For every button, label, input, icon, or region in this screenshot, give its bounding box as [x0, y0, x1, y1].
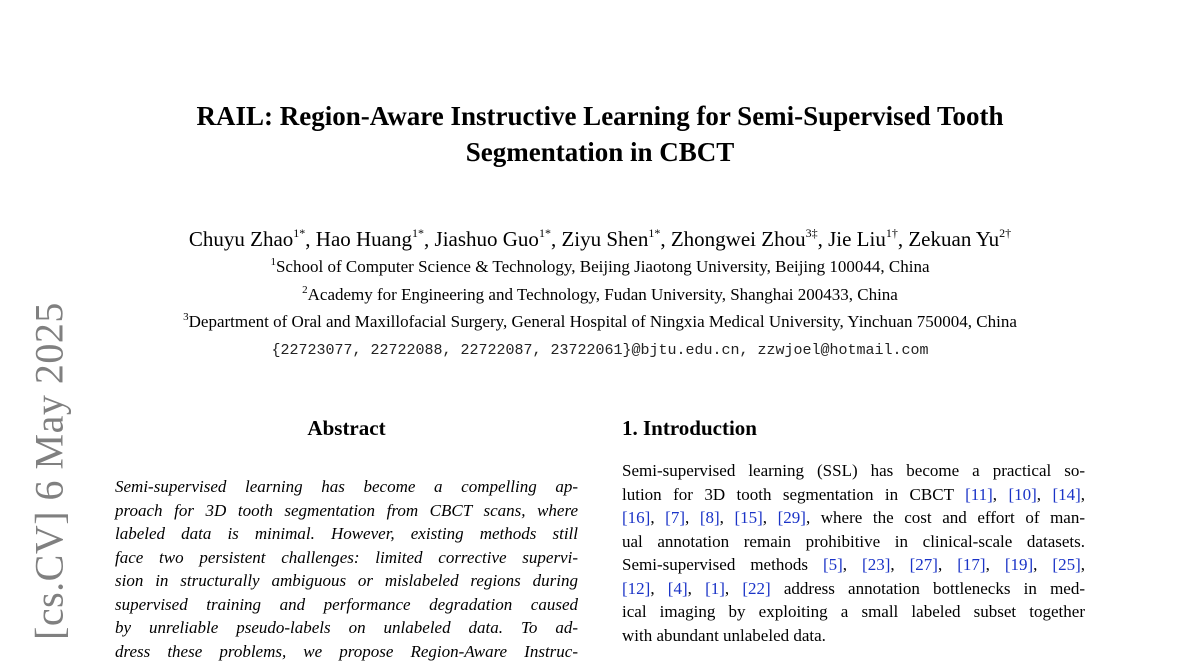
- author-mark: 3‡: [806, 226, 818, 240]
- author-mark: 1*: [293, 226, 305, 240]
- affiliation-number: 1: [270, 256, 276, 268]
- author-mark: 1*: [412, 226, 424, 240]
- author-mark: 2†: [999, 226, 1011, 240]
- introduction-line: [16], [7], [8], [15], [29], where the cost and effort of man-: [622, 506, 1085, 530]
- author-mark: 1*: [539, 226, 551, 240]
- citation-link[interactable]: [27]: [910, 555, 938, 574]
- citation-link[interactable]: [10]: [1008, 485, 1036, 504]
- citation-link[interactable]: [1]: [705, 579, 725, 598]
- arxiv-stamp: [cs.CV] 6 May 2025: [18, 300, 80, 640]
- introduction-line: lution for 3D tooth segmentation in CBCT [11], [10], [14],: [622, 483, 1085, 507]
- citation-link[interactable]: [12]: [622, 579, 650, 598]
- author-mark: 1†: [886, 226, 898, 240]
- author-name: Zhongwei Zhou: [671, 227, 806, 251]
- abstract-line: face two persistent challenges: limited corrective supervi-: [115, 546, 578, 570]
- abstract-line: dress these problems, we propose Region-Aware Instruc-: [115, 640, 578, 663]
- introduction-heading: 1. Introduction: [622, 414, 1085, 442]
- affiliation-number: 2: [302, 284, 308, 296]
- affiliation-text: School of Computer Science & Technology, Beijing Jiaotong University, Beijing 100044, China: [276, 257, 930, 276]
- abstract-heading: Abstract: [115, 414, 578, 442]
- author-name: Jiashuo Guo: [435, 227, 539, 251]
- citation-link[interactable]: [25]: [1052, 555, 1080, 574]
- affiliation-1: [60, 256, 1140, 278]
- citation-link[interactable]: [11]: [965, 485, 993, 504]
- citation-link[interactable]: [15]: [734, 508, 762, 527]
- author: [561, 227, 660, 251]
- citation-link[interactable]: [19]: [1005, 555, 1033, 574]
- author: [189, 227, 305, 251]
- abstract-line: sion in structurally ambiguous or mislabeled regions during: [115, 569, 578, 593]
- affiliation-3: [60, 311, 1140, 333]
- introduction-line: [12], [4], [1], [22] address annotation bottlenecks in med-: [622, 577, 1085, 601]
- email-addresses: {22723077, 22722088, 22722087, 23722061}@bjtu.edu.cn, zzwjoel@hotmail.com: [60, 340, 1140, 362]
- introduction-line: ical imaging by exploiting a small labeled subset together: [622, 600, 1085, 624]
- affiliation-number: 3: [183, 311, 189, 323]
- citation-link[interactable]: [29]: [778, 508, 806, 527]
- author-name: Chuyu Zhao: [189, 227, 293, 251]
- title-line-2: Segmentation in CBCT: [100, 134, 1100, 170]
- author-mark: 1*: [648, 226, 660, 240]
- affiliation-2: [60, 284, 1140, 306]
- title-line-1: RAIL: Region-Aware Instructive Learning for Semi-Supervised Tooth: [100, 98, 1100, 134]
- citation-link[interactable]: [17]: [957, 555, 985, 574]
- citation-link[interactable]: [4]: [668, 579, 688, 598]
- citation-link[interactable]: [16]: [622, 508, 650, 527]
- author: [316, 227, 424, 251]
- introduction-line: ual annotation remain prohibitive in clinical-scale datasets.: [622, 530, 1085, 554]
- author-name: Ziyu Shen: [561, 227, 648, 251]
- author: [435, 227, 551, 251]
- introduction-body: [622, 459, 1085, 647]
- abstract-line: Semi-supervised learning has become a compelling ap-: [115, 475, 578, 499]
- author: [908, 227, 1011, 251]
- author-name: Jie Liu: [828, 227, 886, 251]
- affiliation-text: Academy for Engineering and Technology, Fudan University, Shanghai 200433, China: [308, 285, 898, 304]
- author: [828, 227, 898, 251]
- abstract-line: by unreliable pseudo-labels on unlabeled data. To ad-: [115, 616, 578, 640]
- author-name: Hao Huang: [316, 227, 412, 251]
- introduction-line: with abundant unlabeled data.: [622, 624, 1085, 648]
- abstract-line: proach for 3D tooth segmentation from CBCT scans, where: [115, 499, 578, 523]
- paper-title: [100, 98, 1100, 170]
- citation-link[interactable]: [22]: [742, 579, 770, 598]
- author-list: Chuyu Zhao$^{1*}$, Hao Huang$^{1*}$, Jiashuo Guo$^{1*}$, Ziyu Shen$^{1*}$, Zhongwei Zhou$^{3\ddagger}$, Jie Liu$^{1\dagger}$, Zekuan $Yu^{2\dagger}$: [60, 225, 1140, 253]
- introduction-line: Semi-supervised learning (SSL) has become a practical so-: [622, 459, 1085, 483]
- citation-link[interactable]: [14]: [1052, 485, 1080, 504]
- abstract-line: labeled data is minimal. However, existing methods still: [115, 522, 578, 546]
- citation-link[interactable]: [23]: [862, 555, 890, 574]
- abstract-line: supervised training and performance degradation caused: [115, 593, 578, 617]
- citation-link[interactable]: [8]: [700, 508, 720, 527]
- citation-link[interactable]: [7]: [665, 508, 685, 527]
- introduction-line: Semi-supervised methods [5], [23], [27], [17], [19], [25],: [622, 553, 1085, 577]
- author: [671, 227, 818, 251]
- citation-link[interactable]: [5]: [823, 555, 843, 574]
- affiliation-text: Department of Oral and Maxillofacial Surgery, General Hospital of Ningxia Medical University, Yinchuan 750004, China: [189, 312, 1017, 331]
- abstract-body: [115, 475, 578, 663]
- author-name: Zekuan Yu: [908, 227, 999, 251]
